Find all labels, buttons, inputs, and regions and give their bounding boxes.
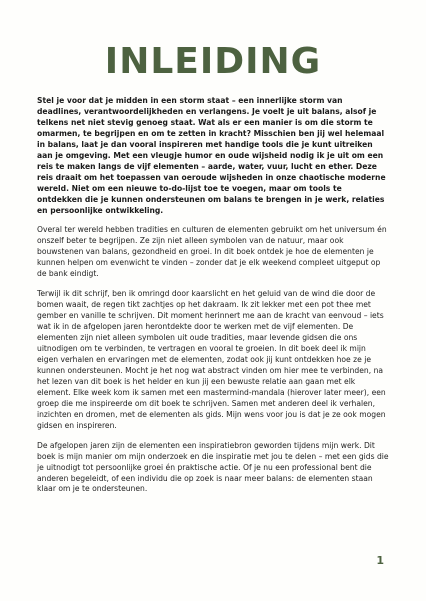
body-text: [37, 96, 389, 504]
paragraph-4: De afgelopen jaren zijn de elementen een inspiratiebron geworden tijdens mijn werk. Dit boek is mijn manier om mijn onderzoek en die inspiratie met jou te delen – met een gids die je uitnodigt tot persoonlijke groei én praktische actie. Of je nu een professional bent die anderen begeleidt, of een individu die op zoek is naar meer balans: de elementen staan klaar om je te ondersteunen.: [37, 440, 389, 494]
intro-paragraph: Stel je voor dat je midden in een storm staat – een innerlijke storm van deadlines, verantwoordelijkheden en verlangens. Je voelt je uit balans, alsof je telkens net niet stevig genoeg staat. Wat als er een manier is om die storm te omarmen, te begrijpen en om te zetten in kracht? Misschien ben jij wel helemaal in balans, laat je dan vooral inspireren met handige tools die je kunt uitreiken aan je omgeving. Met een vleugje humor en oude wijsheid nodig ik je uit om een reis te maken langs de vijf elementen – aarde, water, vuur, lucht en ether. Deze reis draait om het toepassen van oeroude wijsheden in onze chaotische moderne wereld. Niet om een nieuwe to-do-lijst toe te voegen, maar om tools te ontdekken die je kunnen ondersteunen om balans te brengen in je werk, relaties en persoonlijke ontwikkeling.: [37, 96, 386, 215]
paragraph-2: Overal ter wereld hebben tradities en culturen de elementen gebruikt om het universum én onszelf beter te begrijpen. Ze zijn niet alleen symbolen van de natuur, maar ook bouwstenen van balans, gezondheid en groei. In dit boek ontdek je hoe de elementen je kunnen helpen om evenwicht te vinden – zonder dat je elk weekend compleet uitgeput op de bank eindigt.: [37, 225, 387, 279]
page-title: INLEIDING: [104, 41, 322, 82]
page-number: 1: [376, 554, 384, 567]
paragraph-3: Terwijl ik dit schrijf, ben ik omringd door kaarslicht en het geluid van de wind die door de bomen waait, de regen tikt zachtjes op het dakraam. Ik zit lekker met een pot thee met gember en vanille te schrijven. Dit moment herinnert me aan de kracht van eenvoud – iets wat ik in de afgelopen jaren herontdekte door te werken met de vijf elementen. De elementen zijn niet alleen symbolen uit oude tradities, maar levende gidsen die ons uitnodigen om te verbinden, te vertragen en vooral te groeien. In dit boek deel ik mijn eigen verhalen en ervaringen met de elementen, zodat ook jij kunt ontdekken hoe ze je kunnen ondersteunen. Mocht je het nog wat abstract vinden om hier mee te verbinden, na het lezen van dit boek is het helder en kun jij een bewuste relatie aan gaan met elk element. Elke week kom ik samen met een mastermind-mandala (hierover later meer), een groep die me inspireerde om dit boek te schrijven. Samen met anderen deel ik verhalen, inzichten en dromen, met de elementen als gids. Mijn wens voor jou is dat je ze ook mogen gidsen en inspireren.: [37, 289, 386, 430]
